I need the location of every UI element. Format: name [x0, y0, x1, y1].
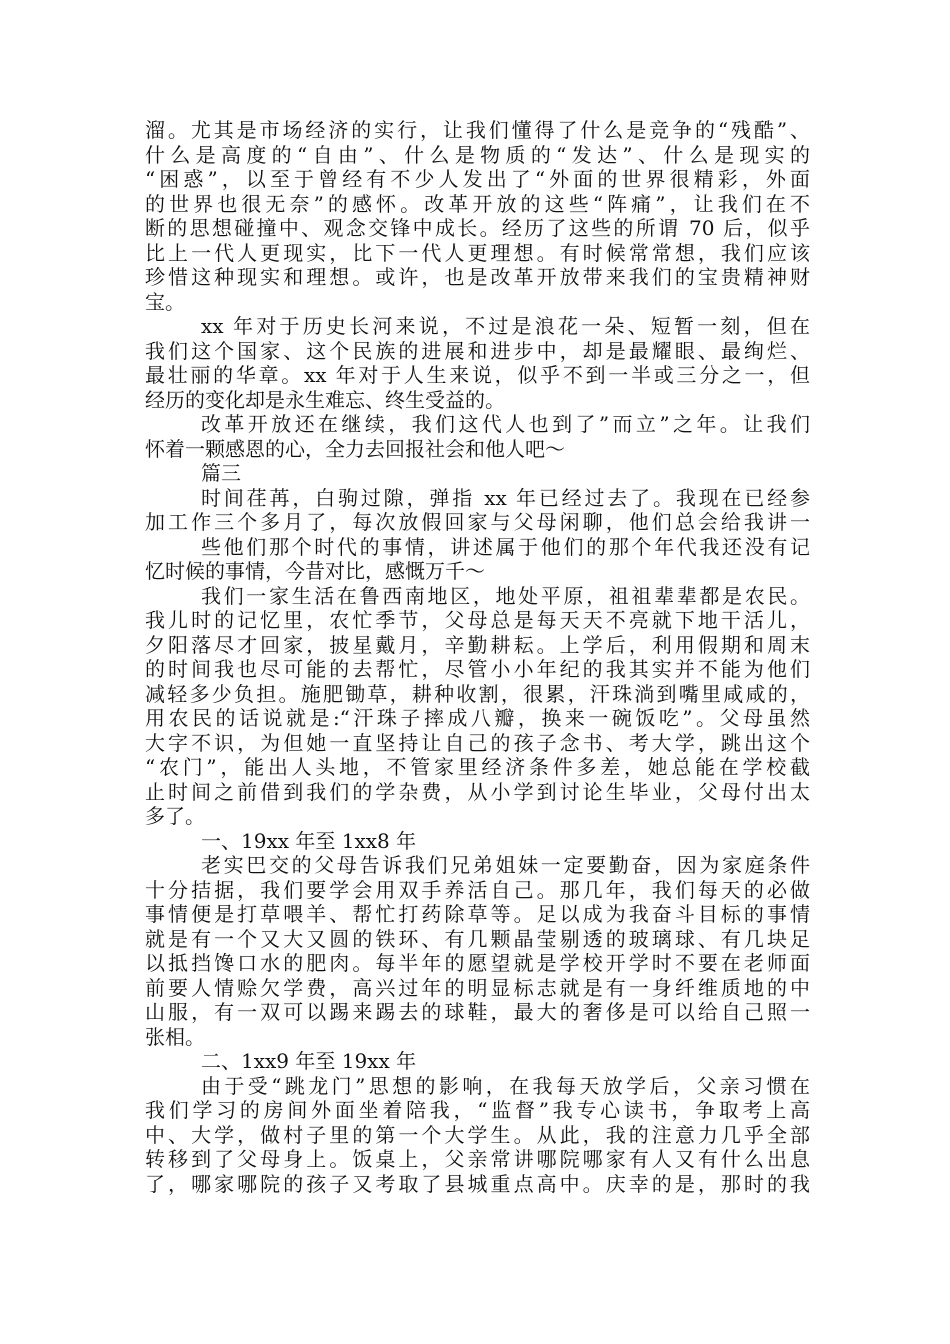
text-line: 以抵挡馋口水的肥肉。每半年的愿望就是学校开学时不要在老师面 — [145, 951, 810, 975]
text-line: 我们一家生活在鲁西南地区，地处平原，祖祖辈辈都是农民。 — [201, 583, 810, 608]
text-line: 珍惜这种现实和理想。或许，也是改革开放带来我们的宝贵精神财 — [145, 265, 810, 289]
text-line: 我儿时的记忆里，农忙季节，父母总是每天天不亮就下地干活儿， — [145, 608, 810, 632]
text-line: 夕阳落尽才回家，披星戴月，辛勤耕耘。上学后，利用假期和周末 — [145, 632, 810, 657]
text-line: 比上一代人更现实，比下一代人更理想。有时候常常想，我们应该 — [145, 240, 810, 265]
text-line: 篇三 — [201, 461, 241, 485]
text-line: 用农民的话说就是:“汗珠子摔成八瓣，换来一碗饭吃”。父母虽然 — [145, 706, 810, 730]
text-line: 了，哪家哪院的孩子又考取了县城重点高中。庆幸的是，那时的我 — [145, 1171, 810, 1196]
text-line: 怀着一颗感恩的心，全力去回报社会和他人吧～ — [145, 436, 565, 461]
text-line: 山服，有一双可以踢来踢去的球鞋，最大的奢侈是可以给自己照一 — [145, 1000, 810, 1024]
text-line: 最壮丽的华章。xx 年对于人生来说，似乎不到一半或三分之一，但 — [145, 363, 810, 387]
text-line: “农门”，能出人头地，不管家里经济条件多差，她总能在学校截 — [145, 755, 810, 779]
text-line: 一、19xx 年至 1xx8 年 — [201, 828, 417, 853]
text-line: 二、1xx9 年至 19xx 年 — [201, 1049, 417, 1073]
text-line: 加工作三个多月了，每次放假回家与父母闲聊，他们总会给我讲一 — [145, 510, 810, 534]
text-line: 断的思想碰撞中、观念交锋中成长。经历了这些的所谓 70 后，似乎 — [145, 216, 810, 240]
text-line: 张相。 — [145, 1024, 205, 1049]
text-line: 的时间我也尽可能的去帮忙，尽管小小年纪的我其实并不能为他们 — [145, 657, 810, 681]
text-line: 十分拮据，我们要学会用双手养活自己。那几年，我们每天的必做 — [145, 877, 810, 902]
text-line: 我们这个国家、这个民族的进展和进步中，却是最耀眼、最绚烂、 — [145, 338, 810, 363]
text-line: 的世界也很无奈”的感怀。改革开放的这些“阵痛”，让我们在不 — [145, 191, 810, 216]
text-line: 就是有一个又大又圆的铁环、有几颗晶莹剔透的玻璃球、有几块足 — [145, 926, 810, 951]
text-line: 大字不识，为但她一直坚持让自己的孩子念书、考大学，跳出这个 — [145, 730, 810, 755]
document-body — [145, 118, 810, 1196]
text-line: 多了。 — [145, 804, 205, 828]
text-line: 中、大学，做村子里的第一个大学生。从此，我的注意力几乎全部 — [145, 1122, 810, 1147]
text-line: 溜。尤其是市场经济的实行，让我们懂得了什么是竞争的“残酷”、 — [145, 118, 810, 142]
text-line: 止时间之前借到我们的学杂费，从小学到讨论生毕业，父母付出太 — [145, 779, 810, 804]
text-line: “困惑”，以至于曾经有不少人发出了“外面的世界很精彩，外面 — [145, 167, 810, 191]
text-line: 转移到了父母身上。饭桌上，父亲常讲哪院哪家有人又有什么出息 — [145, 1147, 810, 1171]
text-line: 事情便是打草喂羊、帮忙打药除草等。足以成为我奋斗目标的事情 — [145, 902, 810, 926]
text-line: 改革开放还在继续，我们这代人也到了”而立”之年。让我们 — [201, 412, 810, 436]
text-line: 些他们那个时代的事情，讲述属于他们的那个年代我还没有记 — [201, 534, 810, 559]
text-line: 忆时候的事情，今昔对比，感慨万千～ — [145, 559, 485, 583]
text-line: 由于受“跳龙门”思想的影响，在我每天放学后，父亲习惯在 — [201, 1073, 810, 1098]
text-line: 我们学习的房间外面坐着陪我，“监督”我专心读书，争取考上高 — [145, 1098, 810, 1122]
text-line: xx 年对于历史长河来说，不过是浪花一朵、短暂一刻，但在 — [201, 314, 810, 338]
text-line: 前要人情赊欠学费，高兴过年的明显标志就是有一身纤维质地的中 — [145, 975, 810, 1000]
text-line: 什么是高度的“自由”、什么是物质的“发达”、什么是现实的 — [145, 142, 810, 167]
text-line: 经历的变化却是永生难忘、终生受益的。 — [145, 387, 505, 412]
text-line: 老实巴交的父母告诉我们兄弟姐妹一定要勤奋，因为家庭条件 — [201, 853, 810, 877]
text-line: 减轻多少负担。施肥锄草，耕种收割，很累，汗珠淌到嘴里咸咸的， — [145, 681, 810, 706]
text-line: 时间荏苒，白驹过隙，弹指 xx 年已经过去了。我现在已经参 — [201, 485, 810, 510]
text-line: 宝。 — [145, 289, 185, 314]
